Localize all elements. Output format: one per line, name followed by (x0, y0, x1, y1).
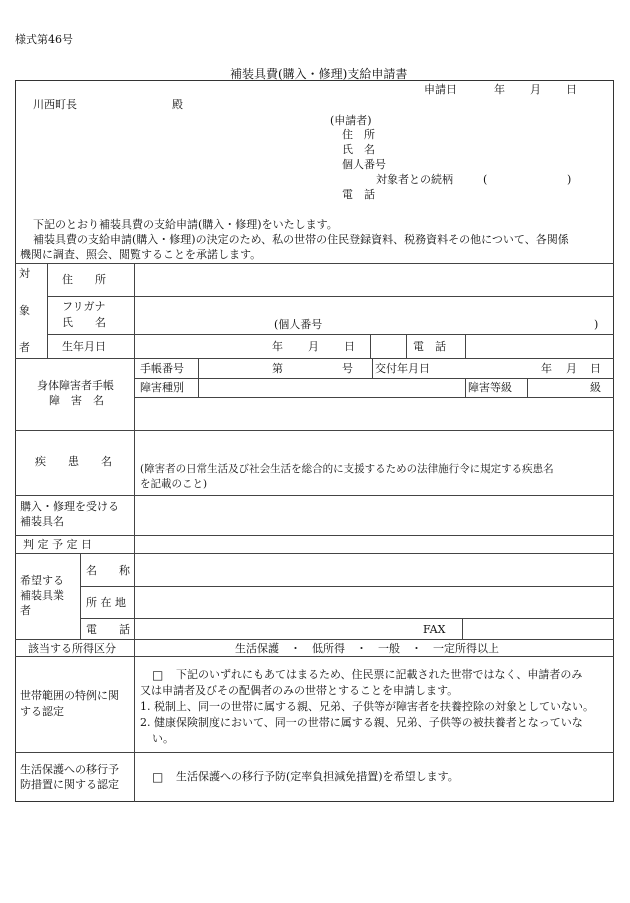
applicant-phone-label: 電 話 (342, 188, 375, 201)
household-text: 下記のいずれにもあてはまるため、住民票に記載された世帯ではなく、申請者のみ (176, 668, 583, 681)
subject-personal-number: (個人番号 (274, 318, 323, 331)
income-category-options[interactable]: 生活保護 ・ 低所得 ・ 一般 ・ 一定所得以上 (235, 642, 499, 655)
household-item-2: 2. 健康保険制度において、同一の世帯に属する親、兄弟、子供等の被扶養者となっていな (140, 716, 583, 729)
applicant-relationship-label: 対象者との続柄 (376, 173, 453, 186)
disability-grade-label: 障害等級 (468, 381, 512, 394)
device-label: 購入・修理を受ける (20, 500, 119, 513)
subject-phone-label: 電 話 (413, 340, 446, 353)
disability-label: 身体障害者手帳 (37, 379, 114, 392)
applicant-name-label: 氏 名 (342, 143, 375, 156)
vendor-phone-label: 電 話 (86, 623, 130, 636)
disease-note: (障害者の日常生活及び社会生活を総合的に支援するための法律施行令に規定する疾患名 (140, 463, 554, 475)
disease-label: 疾 患 名 (35, 455, 112, 468)
judgment-date-label: 判 定 予 定 日 (23, 538, 92, 551)
welfare-label: 生活保護への移行予 (20, 763, 119, 776)
subject-address-label: 住 所 (62, 273, 106, 286)
welfare-checkbox[interactable]: □ (152, 770, 164, 784)
household-checkbox[interactable]: □ (152, 668, 164, 682)
vendor-fax-label: FAX (423, 623, 446, 636)
form-number: 様式第46号 (15, 33, 73, 46)
subject-birthdate-label: 生年月日 (62, 340, 106, 353)
household-item-1: 1. 税制上、同一の世帯に属する親、兄弟、子供等が障害者を扶養控除の対象としていない。 (140, 700, 594, 713)
vendor-location-label: 所 在 地 (86, 596, 126, 609)
income-category-label: 該当する所得区分 (28, 642, 116, 655)
welfare-text: 生活保護への移行予防(定率負担減免措置)を希望します。 (176, 770, 459, 783)
subject-furigana-label: フリガナ (62, 300, 106, 313)
applicant-address-label: 住 所 (342, 128, 375, 141)
addressee-honorific: 殿 (172, 98, 183, 111)
issue-date-label: 交付年月日 (375, 362, 430, 375)
applicant-heading: (申請者) (330, 114, 372, 127)
addressee-name: 川西町長 (33, 98, 77, 111)
form-title: 補装具費(購入・修理)支給申請書 (230, 67, 408, 81)
applicant-personal-number-label: 個人番号 (342, 158, 386, 171)
vendor-name-label: 名 称 (86, 564, 130, 577)
household-label: 世帯範囲の特例に関 (20, 689, 119, 702)
handbook-number-label: 手帳番号 (140, 362, 184, 375)
subject-name-label: 氏 名 (62, 316, 106, 329)
vendor-label: 希望する (20, 574, 64, 587)
disability-type-label: 障害種別 (140, 381, 184, 394)
